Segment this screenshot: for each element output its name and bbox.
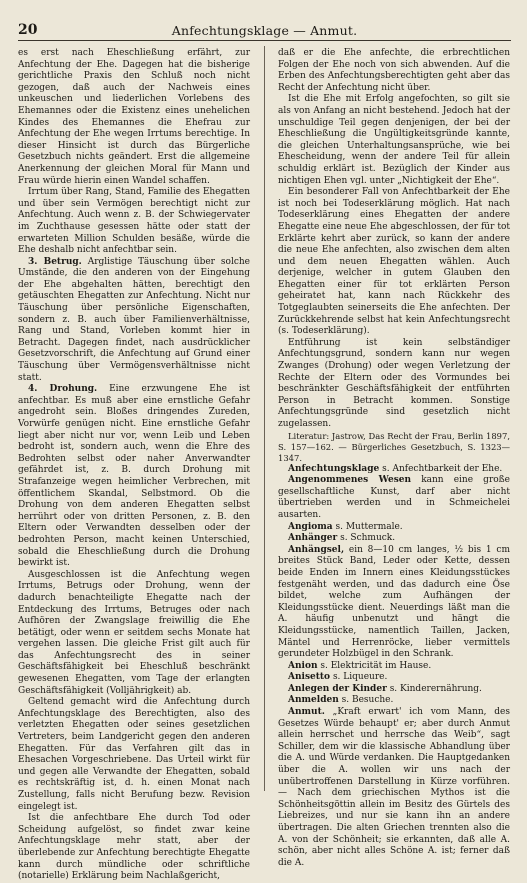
- entry-headword: Anmelden: [288, 695, 339, 706]
- running-title: Anfechtungsklage — Anmut.: [171, 23, 358, 38]
- literature-note: Literatur: Jastrow, Das Recht der Frau, Berlin 1897, S. 157—162. — Bürgerliches Gesetzbuch, S. 1323—1347.: [278, 430, 510, 463]
- entry-text: s. Kinderernährung.: [389, 683, 482, 694]
- page-header: [18, 22, 511, 41]
- entry-text: s. Besuche.: [341, 695, 394, 706]
- entry-text: s. Elektricität im Hause.: [320, 660, 432, 671]
- entry-headword: Anmut.: [288, 707, 325, 718]
- entry-text: „Kraft erwart' ich vom Mann, des Gesetzes Würde behaupt' er; aber durch Anmut allein herrschet und herrsche das Weib“, sagt Schiller, dem wir die klassische Abhandlung über die A. und Würde verdanken. Die Hauptgedanken über die A. wollen wir uns nach der unübertroffenen Darstellung in Kürze vorführen. — Nach dem griechischen Mythos ist die Schönheitsgöttin allein im Besitz des Gürtels des Liebreizes, und nur sie kann ihn an andere übertragen. Die alten Griechen trennten also die A. von der Schönheit; sie erkannten, daß alle A. schön, aber nicht alles Schöne A. ist; ferner daß die A.: [278, 707, 510, 868]
- paragraph: daß er die Ehe anfechte, die erbrechtlichen Folgen der Ehe noch von sich abwenden. Auf die Erben des Anfechtungsberechtigten geht aber das Recht der Anfechtung nicht über.: [278, 48, 510, 93]
- paragraph: Geltend gemacht wird die Anfechtung durch Anfechtungsklage des Berechtigten, also des verletzten Ehegatten oder seines gesetzlichen Vertreters, beim Landgericht gegen den anderen Ehegatten. Für das Verfahren gilt das in Ehesachen Vorgeschriebene. Das Urteil wirkt für und gegen alle Verwandte der Ehegatten, sobald es rechtskräftig ist, d. h. einen Monat nach Zustellung, falls nicht Berufung bezw. Revision eingelegt ist.: [18, 697, 250, 812]
- paragraph: es erst nach Eheschließung erfährt, zur Anfechtung der Ehe. Dagegen hat die bisherige gerichtliche Praxis den Schluß noch nicht gezogen, daß auch der Nachweis eines unkeuschen und liederlichen Vorlebens des Ehemannes oder die Existenz eines unehelichen Kindes des Ehemannes die Ehefrau zur Anfechtung der Ehe wegen Irrtums berechtige. In dieser Hinsicht ist durch das Bürgerliche Gesetzbuch nichts geändert. Erst die allgemeine Anerkennung der gleichen Moral für Mann und Frau würde hierin einen Wandel schaffen.: [18, 48, 250, 186]
- paragraph: [18, 257, 250, 385]
- paragraph-text: Arglistige Täuschung über solche Umstände, die den anderen von der Eingehung der Ehe abgehalten hätten, berechtigt den getäuschten Ehegatten zur Anfechtung. Nicht nur Täuschung über persönliche Eigenschaften, sondern z. B. auch über Familienverhältnisse, Rang und Stand, Vorleben kommt hier in Betracht. Dagegen findet, nach ausdrücklicher Gesetzvorschrift, die Anfechtung auf Grund einer Täuschung über Vermögensverhältnisse nicht statt.: [18, 256, 250, 383]
- paragraph: Ausgeschlossen ist die Anfechtung wegen Irrtums, Betrugs oder Drohung, wenn der dadurch benachteiligte Ehegatte nach der Entdeckung des Irrtums, Betruges oder nach Aufhören der Zwangslage freiwillig die Ehe betätigt, oder wenn er seitdem sechs Monate hat vergehen lassen. Die gleiche Frist gilt auch für das Anfechtungsrecht des in seiner Geschäftsfähigkeit bei Eheschluß beschränkt gewesenen Ehegatten, vom Tage der erlangten Geschäftsfähigkeit (Volljährigkeit) ab.: [18, 569, 250, 696]
- paragraph: Ein besonderer Fall von Anfechtbarkeit der Ehe ist noch bei Todeserklärung möglich. Hat nach Todeserklärung eines Ehegatten der andere Ehegatte eine neue Ehe abgeschlossen, der für tot Erklärte kehrt aber zurück, so kann der andere die neue Ehe anfechten, also zwischen dem alten und dem neuen Ehegatten wählen. Auch derjenige, welcher in gutem Glauben den Ehegatten einer für tot erklärten Person geheiratet hat, kann nach Rückkehr des Totgeglaubten seinerseits die Ehe anfechten. Der Zurückkehrende selbst hat kein Anfechtungsrecht (s. Todeserklärung).: [278, 187, 510, 337]
- dictionary-entry: [278, 545, 510, 661]
- entry-text: kann eine große gesellschaftliche Kunst, darf aber nicht übertrieben werden und in Schmeichelei ausarten.: [278, 475, 510, 520]
- dictionary-entry: [278, 695, 510, 707]
- entry-text: s. Liqueure.: [332, 672, 388, 683]
- entry-headword: Anlegen der Kinder: [288, 683, 387, 694]
- entry-text: s. Muttermale.: [335, 521, 403, 532]
- dictionary-entry: [278, 533, 510, 545]
- entry-text: ein 8—10 cm langes, ½ bis 1 cm breites Stück Band, Leder oder Kette, dessen beide Enden im Innern eines Kleidungsstückes festgenäht werden, und das dadurch eine Öse bildet, welche zum Aufhängen der Kleidungsstücke dient. Neuerdings läßt man die A. häufig unbenutzt und hängt die Kleidungsstücke, namentlich Taillen, Jacken, Mäntel und Herrenröcke, lieber vermittels gerundeter Holzbügel in den Schrank.: [278, 544, 510, 660]
- entry-headword: Anisetto: [288, 672, 331, 683]
- paragraph: Irrtum über Rang, Stand, Familie des Ehegatten und über sein Vermögen berechtigt nicht zur Anfechtung. Auch wenn z. B. der Schwiegervater im Zuchthause gesessen hätte oder statt der erwarteten Million Schulden besäße, würde die Ehe deshalb nicht anfechtbar sein.: [18, 187, 250, 256]
- dictionary-entry: [278, 522, 510, 534]
- paragraph: Ist die Ehe mit Erfolg angefochten, so gilt sie als von Anfang an nicht bestehend. Jedoch hat der unschuldige Teil gegen denjenigen, der bei der Eheschließung die Ungültigkeitsgründe kannte, die gleichen Unterhaltungsansprüche, wie bei Ehescheidung, wenn der andere Teil für allein schuldig erklärt ist. Bezüglich der Kinder aus nichtigen Ehen vgl. unter „Nichtigkeit der Ehe“.: [278, 94, 510, 186]
- dictionary-entry: [278, 672, 510, 684]
- dictionary-entry: [278, 684, 510, 696]
- paragraph-text: Eine erzwungene Ehe ist anfechtbar. Es muß aber eine ernstliche Gefahr angedroht sein. Bloßes dringendes Zureden, Vorwürfe genügen nicht. Eine ernstliche Gefahr liegt aber nicht nur vor, wenn Leib und Leben bedroht ist, sondern auch, wenn die Ehre des Bedrohten selbst oder naher Anverwandter gefährdet ist, z. B. durch Drohung mit Strafanzeige wegen heimlicher Verbrechen, mit öffentlichem Skandal, Selbstmord. Ob die Drohung von dem anderen Ehegatten selbst herrührt oder von dritten Personen, z. B. den Eltern oder Verwandten desselben oder der bedrohten Person, macht keinen Unterschied, sobald die Eheschließung durch die Drohung bewirkt ist.: [18, 384, 250, 569]
- entry-headword: Anion: [288, 660, 318, 671]
- entry-headword: Anhängsel,: [288, 544, 345, 555]
- paragraph: [18, 384, 250, 570]
- entry-headword: Angioma: [288, 521, 333, 532]
- paragraph: Ist die anfechtbare Ehe durch Tod oder Scheidung aufgelöst, so findet zwar keine Anfechtungsklage mehr statt, aber der überlebende zur Anfechtung berechtigte Ehegatte kann durch mündliche oder schriftliche (notarielle) Erklärung beim Nachlaßgericht,: [18, 813, 250, 882]
- page-number: 20: [18, 22, 38, 38]
- left-column: [18, 48, 250, 882]
- dictionary-entry: [278, 475, 510, 521]
- entry-text: s. Anfechtbarkeit der Ehe.: [382, 463, 503, 474]
- section-heading: 3. Betrug.: [28, 256, 82, 267]
- dictionary-entry: [278, 464, 510, 476]
- right-column: [278, 48, 510, 868]
- section-heading: 4. Drohung.: [28, 384, 98, 395]
- entry-headword: Angenommenes Wesen: [288, 475, 412, 486]
- paragraph: Entführung ist kein selbständiger Anfechtungsgrund, sondern kann nur wegen Zwanges (Drohung) oder wegen Verletzung der Rechte der Eltern oder des Vormundes bei beschränkter Geschäftsfähigkeit der entführten Person in Betracht kommen. Sonstige Anfechtungsgründe sind gesetzlich nicht zugelassen.: [278, 337, 510, 429]
- dictionary-entry: [278, 707, 510, 869]
- entry-headword: Anhänger: [288, 533, 338, 544]
- dictionary-entry: [278, 661, 510, 673]
- entry-headword: Anfechtungsklage: [288, 463, 380, 474]
- entry-text: s. Schmuck.: [340, 533, 396, 544]
- column-divider: [264, 46, 265, 791]
